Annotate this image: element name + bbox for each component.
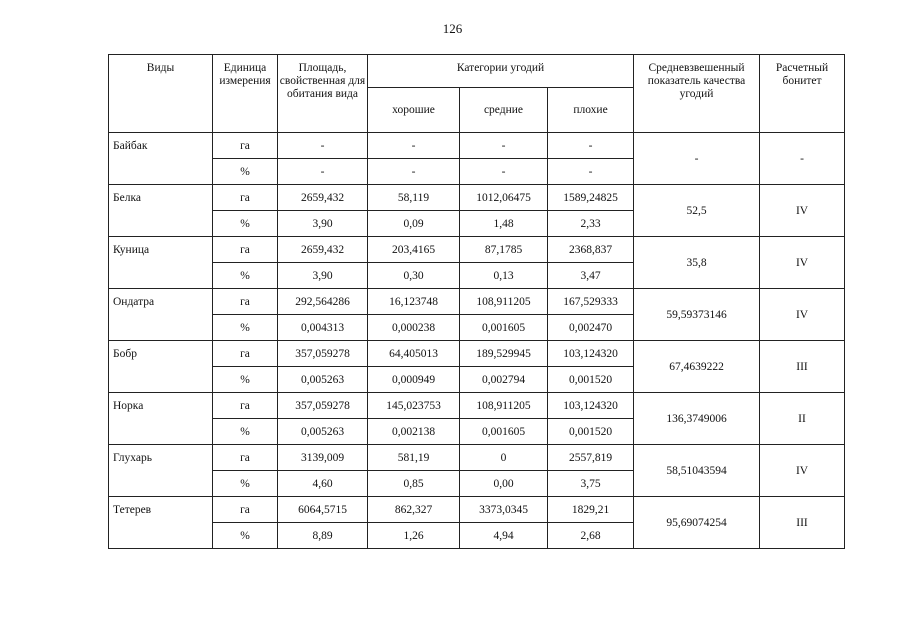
species-name: Ондатра: [109, 289, 213, 341]
area-cell: 3139,009: [278, 445, 368, 471]
table-row: [109, 133, 845, 159]
unit-cell: %: [213, 315, 278, 341]
area-cell: 2659,432: [278, 237, 368, 263]
good-cell: 581,19: [368, 445, 460, 471]
area-cell: 357,059278: [278, 393, 368, 419]
table-row: [109, 445, 845, 471]
poor-cell: -: [548, 159, 634, 185]
weighted-quality-cell: 58,51043594: [634, 445, 760, 497]
unit-cell: га: [213, 289, 278, 315]
poor-cell: 0,002470: [548, 315, 634, 341]
medium-cell: 0,13: [460, 263, 548, 289]
poor-cell: 103,124320: [548, 393, 634, 419]
medium-cell: 0,001605: [460, 419, 548, 445]
medium-cell: -: [460, 159, 548, 185]
unit-cell: %: [213, 471, 278, 497]
area-cell: 292,564286: [278, 289, 368, 315]
poor-cell: 167,529333: [548, 289, 634, 315]
poor-cell: 2,33: [548, 211, 634, 237]
area-cell: 8,89: [278, 523, 368, 549]
medium-cell: 87,1785: [460, 237, 548, 263]
medium-cell: 1012,06475: [460, 185, 548, 211]
unit-cell: га: [213, 497, 278, 523]
good-cell: 0,85: [368, 471, 460, 497]
header-good: хорошие: [368, 88, 460, 133]
poor-cell: 1829,21: [548, 497, 634, 523]
weighted-quality-cell: -: [634, 133, 760, 185]
bonitet-cell: -: [760, 133, 845, 185]
area-cell: 0,005263: [278, 367, 368, 393]
bonitet-cell: IV: [760, 237, 845, 289]
unit-cell: га: [213, 237, 278, 263]
bonitet-cell: III: [760, 341, 845, 393]
medium-cell: 0,001605: [460, 315, 548, 341]
weighted-quality-cell: 95,69074254: [634, 497, 760, 549]
species-name: Норка: [109, 393, 213, 445]
medium-cell: 4,94: [460, 523, 548, 549]
table-row: [109, 289, 845, 315]
species-name: Байбак: [109, 133, 213, 185]
habitat-quality-table: [108, 54, 845, 549]
bonitet-cell: III: [760, 497, 845, 549]
medium-cell: 1,48: [460, 211, 548, 237]
header-medium: средние: [460, 88, 548, 133]
area-cell: -: [278, 133, 368, 159]
unit-cell: %: [213, 159, 278, 185]
table-row: [109, 393, 845, 419]
medium-cell: 3373,0345: [460, 497, 548, 523]
good-cell: 0,000949: [368, 367, 460, 393]
unit-cell: %: [213, 419, 278, 445]
medium-cell: 108,911205: [460, 289, 548, 315]
species-name: Глухарь: [109, 445, 213, 497]
weighted-quality-cell: 52,5: [634, 185, 760, 237]
medium-cell: 108,911205: [460, 393, 548, 419]
unit-cell: га: [213, 341, 278, 367]
header-species: Виды: [109, 55, 213, 133]
unit-cell: %: [213, 211, 278, 237]
good-cell: 0,30: [368, 263, 460, 289]
good-cell: 58,119: [368, 185, 460, 211]
area-cell: 2659,432: [278, 185, 368, 211]
good-cell: 0,000238: [368, 315, 460, 341]
unit-cell: %: [213, 367, 278, 393]
area-cell: 0,004313: [278, 315, 368, 341]
table-row: [109, 497, 845, 523]
poor-cell: 0,001520: [548, 419, 634, 445]
good-cell: 145,023753: [368, 393, 460, 419]
table-row: [109, 341, 845, 367]
header-poor: плохие: [548, 88, 634, 133]
poor-cell: 1589,24825: [548, 185, 634, 211]
table-body: [109, 133, 845, 549]
good-cell: 16,123748: [368, 289, 460, 315]
area-cell: 4,60: [278, 471, 368, 497]
medium-cell: 0: [460, 445, 548, 471]
unit-cell: га: [213, 185, 278, 211]
medium-cell: 189,529945: [460, 341, 548, 367]
header-weighted-quality: Средневзвешенный показатель качества угодий: [634, 55, 760, 133]
medium-cell: -: [460, 133, 548, 159]
unit-cell: %: [213, 523, 278, 549]
good-cell: 0,09: [368, 211, 460, 237]
area-cell: 6064,5715: [278, 497, 368, 523]
poor-cell: 0,001520: [548, 367, 634, 393]
unit-cell: %: [213, 263, 278, 289]
good-cell: 862,327: [368, 497, 460, 523]
species-name: Тетерев: [109, 497, 213, 549]
weighted-quality-cell: 35,8: [634, 237, 760, 289]
good-cell: 203,4165: [368, 237, 460, 263]
good-cell: 64,405013: [368, 341, 460, 367]
area-cell: 3,90: [278, 211, 368, 237]
poor-cell: 3,47: [548, 263, 634, 289]
good-cell: -: [368, 133, 460, 159]
header-categories: Категории угодий: [368, 55, 634, 88]
page-number: 126: [442, 21, 463, 36]
unit-cell: га: [213, 133, 278, 159]
species-name: Куница: [109, 237, 213, 289]
medium-cell: 0,002794: [460, 367, 548, 393]
header-unit: Единица измерения: [213, 55, 278, 133]
table-row: [109, 237, 845, 263]
weighted-quality-cell: 136,3749006: [634, 393, 760, 445]
good-cell: -: [368, 159, 460, 185]
header-bonitet: Расчетный бонитет: [760, 55, 845, 133]
bonitet-cell: IV: [760, 185, 845, 237]
unit-cell: га: [213, 393, 278, 419]
area-cell: 3,90: [278, 263, 368, 289]
good-cell: 0,002138: [368, 419, 460, 445]
area-cell: 357,059278: [278, 341, 368, 367]
bonitet-cell: IV: [760, 445, 845, 497]
bonitet-cell: II: [760, 393, 845, 445]
bonitet-cell: IV: [760, 289, 845, 341]
weighted-quality-cell: 67,4639222: [634, 341, 760, 393]
medium-cell: 0,00: [460, 471, 548, 497]
header-area: Площадь, свойственная для обитания вида: [278, 55, 368, 133]
poor-cell: 103,124320: [548, 341, 634, 367]
poor-cell: 2368,837: [548, 237, 634, 263]
weighted-quality-cell: 59,59373146: [634, 289, 760, 341]
area-cell: 0,005263: [278, 419, 368, 445]
good-cell: 1,26: [368, 523, 460, 549]
species-name: Бобр: [109, 341, 213, 393]
area-cell: -: [278, 159, 368, 185]
table-row: [109, 185, 845, 211]
poor-cell: 3,75: [548, 471, 634, 497]
poor-cell: 2,68: [548, 523, 634, 549]
poor-cell: 2557,819: [548, 445, 634, 471]
unit-cell: га: [213, 445, 278, 471]
species-name: Белка: [109, 185, 213, 237]
poor-cell: -: [548, 133, 634, 159]
